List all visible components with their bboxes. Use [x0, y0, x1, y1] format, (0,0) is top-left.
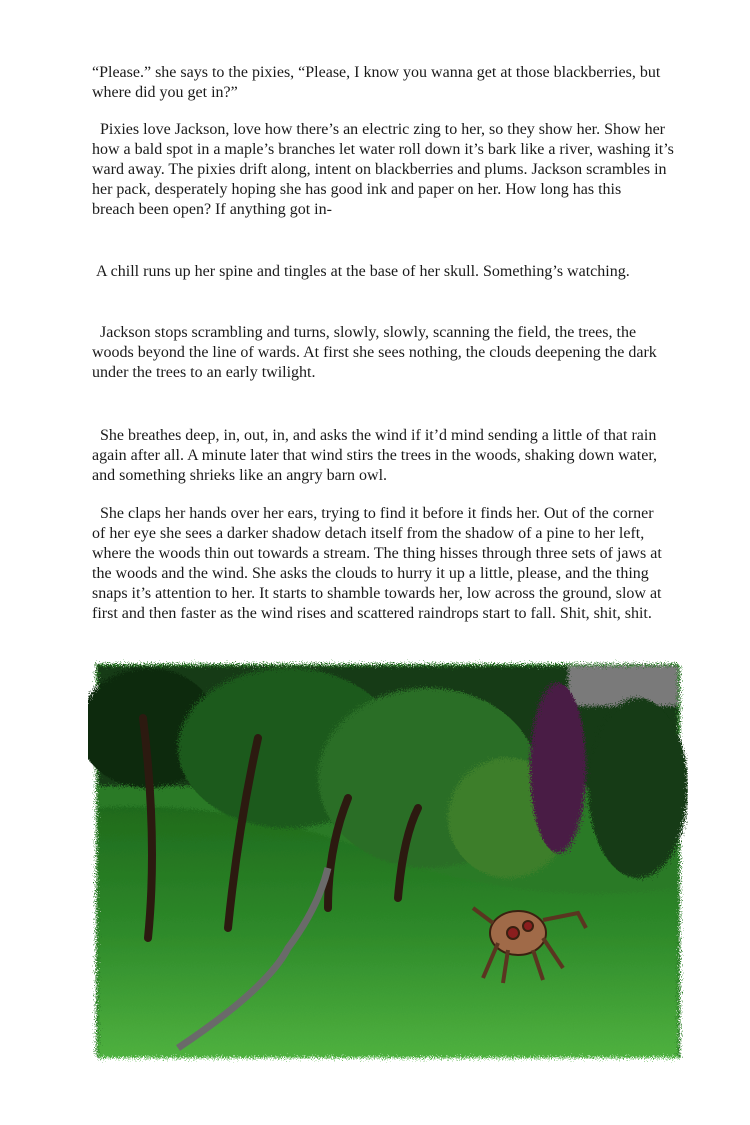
text-line: snaps it’s attention to her. It starts to shamble towards her, low across the ground, slow at	[92, 585, 662, 602]
text-line: her pack, desperately hoping she has good ink and paper on her. How long has this	[92, 181, 622, 198]
text-line: Jackson stops scrambling and turns, slowly, slowly, scanning the field, the trees, the	[92, 324, 637, 341]
paragraph-breathes	[92, 426, 657, 486]
text-line: and something shrieks like an angry barn owl.	[92, 467, 388, 484]
paragraph-pixies-love-jackson	[92, 120, 674, 220]
purple-shadow-tree	[530, 683, 586, 853]
text-line: again after all. A minute later that wind stirs the trees in the woods, shaking down water,	[92, 447, 657, 464]
paragraph-chill	[92, 262, 630, 282]
cloudy-sky	[568, 666, 678, 706]
text-line: where did you get in?”	[92, 84, 238, 101]
text-line: first and then faster as the wind rises and scattered raindrops start to fall. Shit, shit, shit.	[92, 605, 652, 622]
text-line: under the trees to an early twilight.	[92, 364, 316, 381]
paragraph-claps-hands	[92, 504, 662, 624]
text-line: Pixies love Jackson, love how there’s an electric zing to her, so they show her. Show her	[92, 121, 666, 138]
text-line: of her eye she sees a darker shadow detach itself from the shadow of a pine to her left,	[92, 525, 645, 542]
paragraph-jackson-turns	[92, 323, 657, 383]
text-line: “Please.” she says to the pixies, “Please, I know you wanna get at those blackberries, but	[92, 64, 661, 81]
forest-illustration	[88, 658, 688, 1064]
text-line: woods beyond the line of wards. At first she sees nothing, the clouds deepening the dark	[92, 344, 657, 361]
paragraph-pixies-plea	[92, 63, 660, 103]
text-line: She claps her hands over her ears, trying to find it before it finds her. Out of the corner	[92, 505, 654, 522]
text-line: how a bald spot in a maple’s branches let water roll down it’s bark like a river, washing it’s	[92, 141, 674, 158]
text-line: breach been open? If anything got in-	[92, 201, 332, 218]
text-line: ward away. The pixies drift along, intent on blackberries and plums. Jackson scrambles in	[92, 161, 667, 178]
text-line: A chill runs up her spine and tingles at the base of her skull. Something’s watching.	[92, 263, 630, 280]
text-line: She breathes deep, in, out, in, and asks the wind if it’d mind sending a little of that rain	[92, 427, 657, 444]
text-line: where the woods thin out towards a stream. The thing hisses through three sets of jaws at	[92, 545, 662, 562]
text-line: the woods and the wind. She asks the clouds to hurry it up a little, please, and the thing	[92, 565, 649, 582]
